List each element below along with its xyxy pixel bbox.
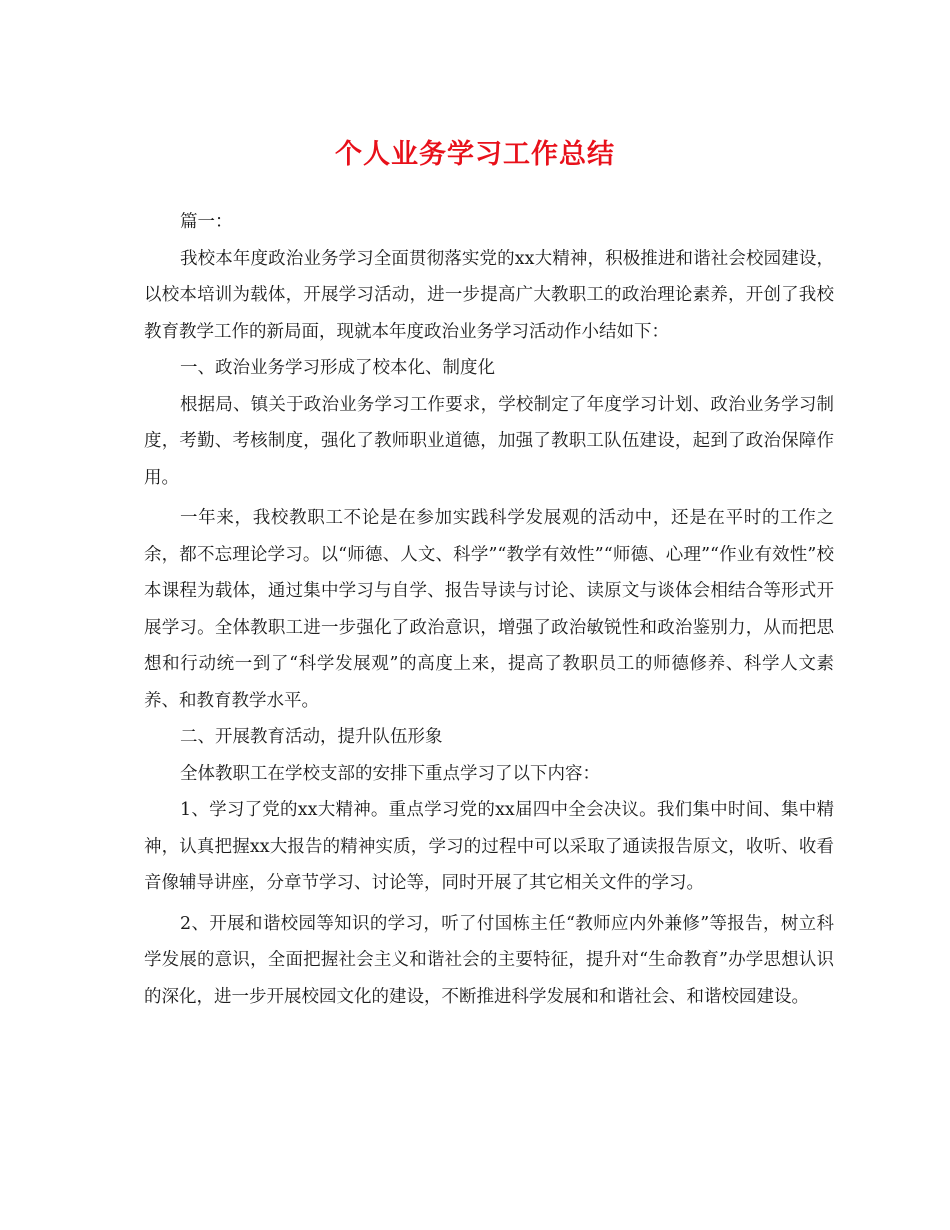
paragraph-study-system: 根据局、镇关于政治业务学习工作要求，学校制定了年度学习计划、政治业务学习制度，考勤、考核制度，强化了教师职业道德，加强了教职工队伍建设，起到了政治保障作用。 <box>144 394 834 488</box>
document-title: 个人业务学习工作总结 <box>335 139 615 170</box>
paragraph-study-content-intro: 全体教职工在学校支部的安排下重点学习了以下内容： <box>180 763 600 784</box>
intro-paragraph: 我校本年度政治业务学习全面贯彻落实党的xx大精神，积极推进和谐社会校园建设，以校本培训为载体，开展学习活动，进一步提高广大教职工的政治理论素养，开创了我校教育教学工作的新局面，现就本年度政治业务学习活动作小结如下： <box>144 248 834 342</box>
section-label-part-one: 篇一： <box>180 212 233 232</box>
list-item-study-one: 1、学习了党的xx大精神。重点学习党的xx届四中全会决议。我们集中时间、集中精神，认真把握xx大报告的精神实质，学习的过程中可以采取了通读报告原文，收听、收看音像辅导讲座，分章节学习、讨论等，同时开展了其它相关文件的学习。 <box>144 800 834 893</box>
heading-section-two: 二、开展教育活动，提升队伍形象 <box>180 727 443 747</box>
paragraph-year-review: 一年来，我校教职工不论是在参加实践科学发展观的活动中，还是在平时的工作之余，都不忘理论学习。以“师德、人文、科学”“教学有效性”“师德、心理”“作业有效性”校本课程为载体，通过集中学习与自学、报告导读与讨论、读原文与谈体会相结合等形式开展学习。全体教职工进一步强化了政治意识，增强了政治敏锐性和政治鉴别力，从而把思想和行动统一到了“科学发展观”的高度上来，提高了教职员工的师德修养、科学人文素养、和教育教学水平。 <box>144 508 834 711</box>
document-body <box>144 204 834 1015</box>
heading-section-one: 一、政治业务学习形成了校本化、制度化 <box>180 358 495 378</box>
list-item-study-two: 2、开展和谐校园等知识的学习，听了付国栋主任“教师应内外兼修”等报告，树立科学发展的意识，全面把握社会主义和谐社会的主要特征，提升对“生命教育”办学思想认识的深化，进一步开展校园文化的建设，不断推进科学发展和和谐社会、和谐校园建设。 <box>144 913 834 1007</box>
